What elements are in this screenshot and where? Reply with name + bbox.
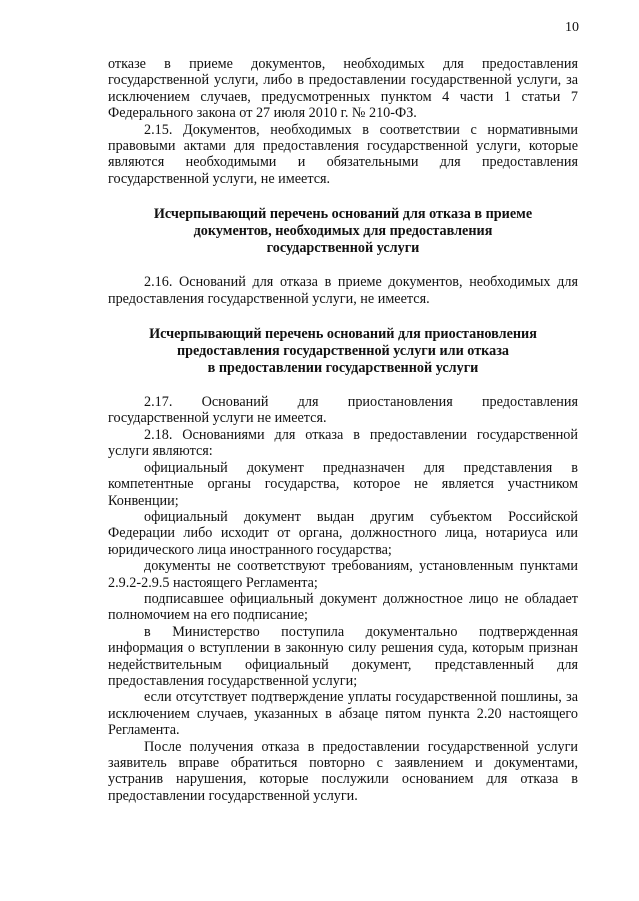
paragraph-2-15: 2.15. Документов, необходимых в соответствии с нормативными правовыми актами для предоставления государственной услуги, которые являются необходимыми и обязательными для предоставления государственной услуги, не имеется. (108, 121, 578, 187)
heading-line: предоставления государственной услуги или отказа (176, 343, 510, 360)
section-heading-suspension-refusal (108, 326, 578, 377)
document-body (108, 56, 578, 804)
paragraph-after-refusal: После получения отказа в предоставлении государственной услуги заявитель вправе обратиться повторно с заявлением и документами, устранив нарушения, которые послужили основанием для отказа в предоставлении государственной услуги. (108, 738, 578, 804)
paragraph-2-17: 2.17. Оснований для приостановления предоставления государственной услуги не имеется. (108, 394, 578, 427)
paragraph-2-16: 2.16. Оснований для отказа в приеме документов, необходимых для предоставления государственной услуги, не имеется. (108, 274, 578, 307)
heading-line: Исчерпывающий перечень оснований для отказа в приеме (153, 206, 533, 223)
heading-line: Исчерпывающий перечень оснований для приостановления (149, 326, 537, 343)
heading-line: в предоставлении государственной услуги (207, 360, 479, 377)
list-item: документы не соответствуют требованиям, установленным пунктами 2.9.2-2.9.5 настоящего Регламента; (108, 558, 578, 591)
heading-line: государственной услуги (266, 240, 420, 257)
list-item: в Министерство поступила документально подтвержденная информация о вступлении в законную силу решения суда, которым признан недействительным официальный документ, представленный для предоставления государственной услуги; (108, 623, 578, 689)
list-item: если отсутствует подтверждение уплаты государственной пошлины, за исключением случаев, указанных в абзаце пятом пункта 2.20 настоящего Регламента. (108, 689, 578, 739)
list-item: официальный документ выдан другим субъектом Российской Федерации либо исходит от органа, должностного лица, нотариуса или юридического лица иностранного государства; (108, 508, 578, 558)
paragraph-continuation: отказе в приеме документов, необходимых для предоставления государственной услуги, либо в предоставлении государственной услуги, за исключением случаев, предусмотренных пунктом 4 части 1 статьи 7 Федерального закона от 27 июля 2010 г. № 210-ФЗ. (108, 56, 578, 122)
heading-line: документов, необходимых для предоставления (193, 223, 493, 240)
section-heading-refusal-acceptance (108, 206, 578, 257)
list-item: подписавшее официальный документ должностное лицо не обладает полномочием на его подписание; (108, 590, 578, 624)
page-number: 10 (565, 20, 579, 35)
paragraph-2-18: 2.18. Основаниями для отказа в предоставлении государственной услуги являются: (108, 426, 578, 460)
list-item: официальный документ предназначен для представления в компетентные органы государства, которое не является участником Конвенции; (108, 459, 578, 509)
